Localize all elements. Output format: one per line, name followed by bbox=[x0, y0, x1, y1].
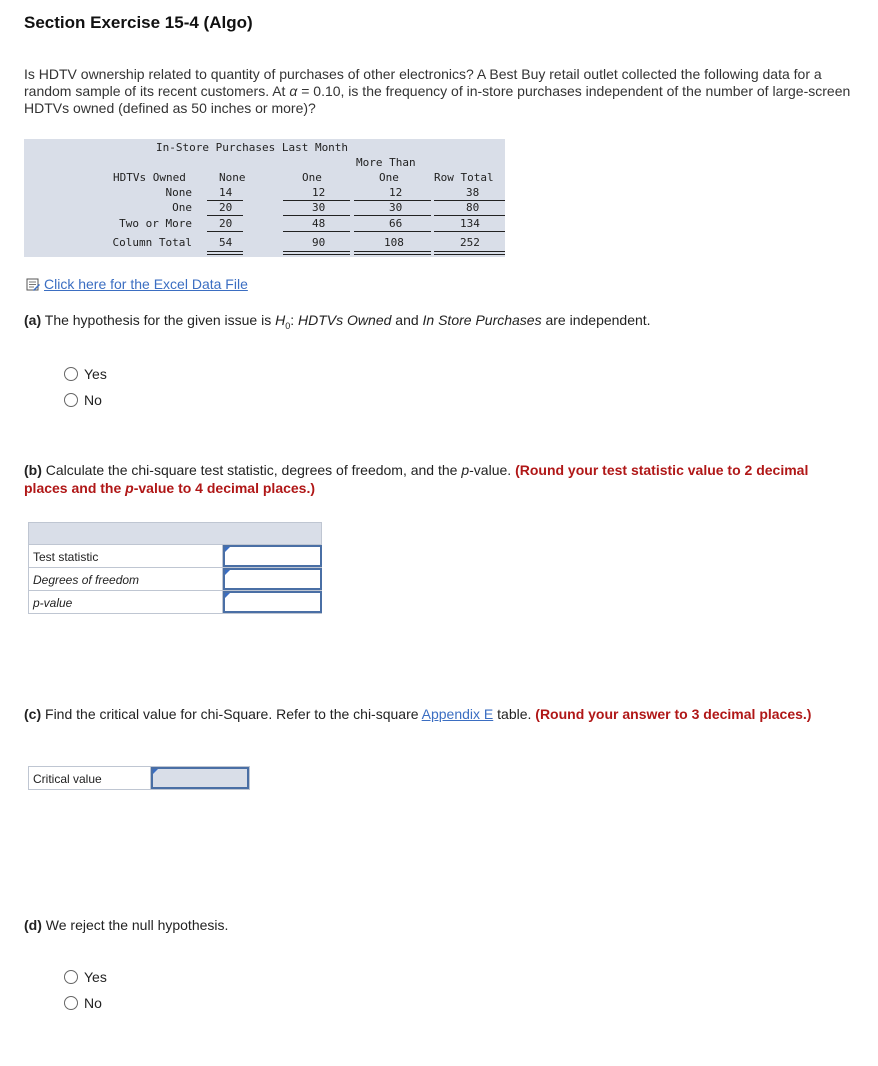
table-cell: 20 bbox=[219, 201, 233, 214]
table-cell: 14 bbox=[219, 186, 233, 199]
appendix-e-link[interactable]: Appendix E bbox=[421, 706, 494, 722]
part-b-question: (b) Calculate the chi-square test statistic, degrees of freedom, and the p-value. (Round your test statistic value to 2 decimal places and the p-value to 4 decimal places.) bbox=[24, 462, 809, 496]
table-cell: 30 bbox=[389, 201, 403, 214]
table-cell: 54 bbox=[219, 236, 233, 249]
part-a-option-yes[interactable]: Yes bbox=[64, 366, 107, 382]
col-header-more-than: More Than bbox=[356, 156, 416, 169]
excel-file-icon bbox=[26, 278, 41, 291]
part-b-answer-table bbox=[28, 522, 322, 614]
row-label: One bbox=[172, 201, 192, 214]
degrees-of-freedom-input[interactable] bbox=[223, 568, 322, 590]
part-a-question: (a) The hypothesis for the given issue is $H_0$: HDTVs Owned and In Store Purchases are independent. bbox=[24, 312, 651, 331]
excel-data-link[interactable]: Click here for the Excel Data File bbox=[26, 276, 248, 292]
col-header: One bbox=[302, 171, 322, 184]
table-cell: 66 bbox=[389, 217, 403, 230]
row-label: Two or More bbox=[119, 217, 192, 230]
p-value-input[interactable] bbox=[223, 591, 322, 613]
row-label: None bbox=[165, 186, 192, 199]
answer-row-degrees-of-freedom: Degrees of freedom bbox=[28, 568, 322, 591]
answer-row-p-value: p-value bbox=[28, 591, 322, 614]
part-d-option-no[interactable]: No bbox=[64, 995, 102, 1011]
table-cell: 48 bbox=[312, 217, 326, 230]
table-cell: 20 bbox=[219, 217, 233, 230]
col-header: Row Total bbox=[434, 171, 494, 184]
table-cell: 38 bbox=[466, 186, 480, 199]
col-header: One bbox=[379, 171, 399, 184]
critical-value-row: Critical value bbox=[28, 766, 250, 790]
critical-value-input[interactable] bbox=[151, 767, 249, 789]
radio-button[interactable] bbox=[64, 367, 78, 381]
table-cell: 90 bbox=[312, 236, 326, 249]
table-cell: 30 bbox=[312, 201, 326, 214]
part-d-question: (d) We reject the null hypothesis. bbox=[24, 917, 229, 933]
radio-button[interactable] bbox=[64, 393, 78, 407]
table-cell: 12 bbox=[389, 186, 403, 199]
radio-button[interactable] bbox=[64, 970, 78, 984]
part-c-question: (c) Find the critical value for chi-Square. Refer to the chi-square Appendix E table. (Round your answer to 3 decimal places.) bbox=[24, 706, 812, 722]
table-cell: 252 bbox=[460, 236, 480, 249]
table-caption: In-Store Purchases Last Month bbox=[156, 141, 349, 154]
table-cell: 134 bbox=[460, 217, 480, 230]
table-cell: 108 bbox=[384, 236, 404, 249]
answer-table-header bbox=[28, 522, 322, 545]
problem-intro: Is HDTV ownership related to quantity of purchases of other electronics? A Best Buy retail outlet collected the following data for a random sample of its recent customers. At α = 0.10, is the frequency of in-store purchases independent of the number of large-screen HDTVs owned (defined as 50 inches or more)? bbox=[24, 66, 851, 116]
radio-button[interactable] bbox=[64, 996, 78, 1010]
col-header: None bbox=[219, 171, 246, 184]
table-cell: 80 bbox=[466, 201, 480, 214]
answer-row-test-statistic: Test statistic bbox=[28, 545, 322, 568]
col-header: HDTVs Owned bbox=[113, 171, 186, 184]
part-a-option-no[interactable]: No bbox=[64, 392, 102, 408]
table-cell: 12 bbox=[312, 186, 326, 199]
contingency-table bbox=[24, 139, 505, 257]
part-d-option-yes[interactable]: Yes bbox=[64, 969, 107, 985]
page-title: Section Exercise 15-4 (Algo) bbox=[24, 13, 253, 32]
row-label: Column Total bbox=[112, 236, 192, 249]
test-statistic-input[interactable] bbox=[223, 545, 322, 567]
